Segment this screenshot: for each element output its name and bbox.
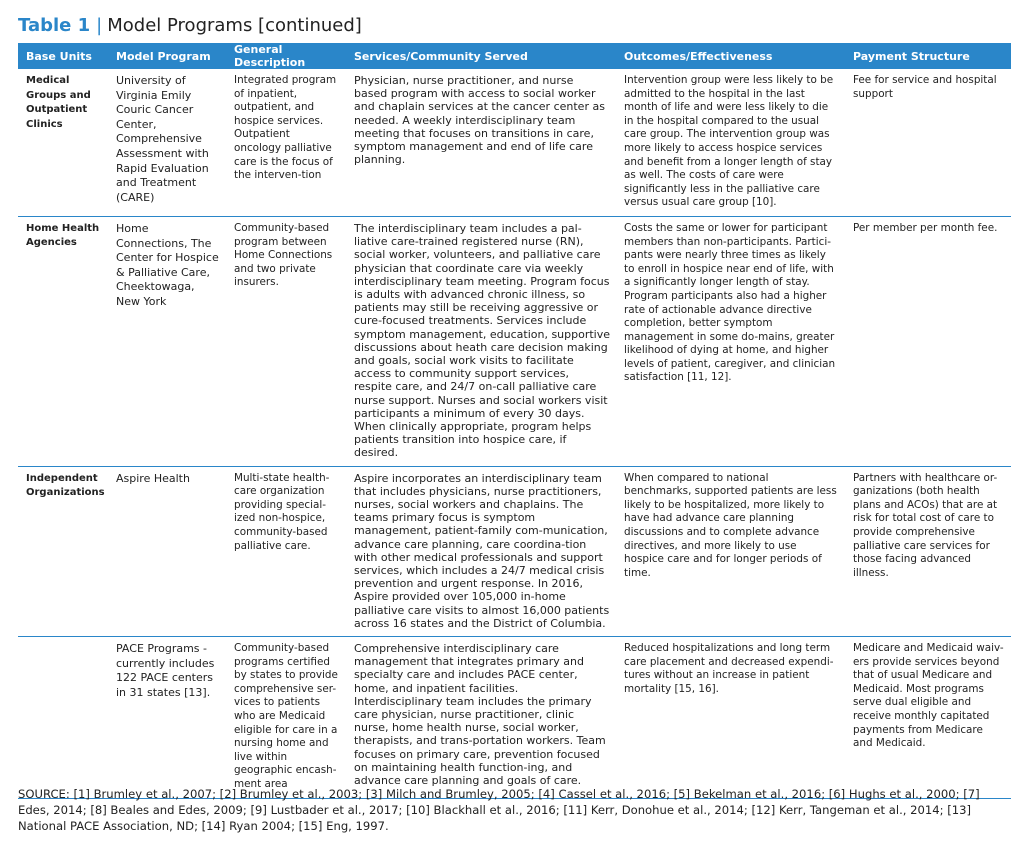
cell-base-unit	[18, 637, 108, 799]
col-header-base-units: Base Units	[18, 43, 108, 69]
cell-description: Integrated program of inpatient, outpatient, and hospice services. Outpatient oncology palliative care is the focus of the interven-tion	[226, 69, 346, 216]
cell-base-unit: Medical Groups and Outpatient Clinics	[18, 69, 108, 216]
col-header-payment: Payment Structure	[845, 43, 1011, 69]
table-number: Table 1	[18, 15, 91, 36]
title-separator: |	[96, 15, 103, 36]
source-citations: SOURCE: [1] Brumley et al., 2007; [2] Brumley et al., 2003; [3] Milch and Brumley, 2005; [4] Cassel et al., 2016; [5] Bekelman et al., 2016; [6] Hughs et al., 2000; [7] Edes, 2014; [8] Beales and Edes, 2009; [9] Lustbader et al., 2017; [10] Blackhall et al., 2016; [11] Kerr, Donohue et al., 2014; [12] Kerr, Tangeman et al., 2014; [13] National PACE Association, ND; [14] Ryan 2004; [15] Eng, 1997.	[18, 787, 980, 833]
cell-program: PACE Programs - currently includes 122 PACE centers in 31 states [13].	[108, 637, 226, 799]
cell-services: Aspire incorporates an interdisciplinary team that includes physicians, nurse practitioners, nurses, social workers and chaplains. The teams primary focus is symptom management, patient-family com-munication, advance care planning, care coordina-tion with other medical professionals and support services, which includes a 24/7 medical crisis prevention and urgent response. In 2016, Aspire provided over 105,000 in-home palliative care visits to almost 16,000 patients across 16 states and the District of Columbia.	[346, 466, 616, 636]
cell-services: The interdisciplinary team includes a pal-liative care-trained registered nurse (RN), social worker, volunteers, and palliative care physician that coordinate care via weekly interdisciplinary team meeting. Program focus is adults with advanced chronic illness, so patients may still be receiving aggressive or cure-focused treatments. Services include symptom management, education, supportive discussions about heath care decision making and goals, social work visits to facilitate access to community support services, respite care, and 24/7 on-call palliative care nurse support. Nurses and social workers visit participants a minimum of every 30 days. When clinically appropriate, program helps patients transition into hospice care, if desired.	[346, 216, 616, 466]
cell-description: Community-based programs certified by states to provide comprehensive ser-vices to patients who are Medicaid eligible for care in a nursing home and live within geographic encash-ment area	[226, 637, 346, 799]
cell-services: Comprehensive interdisciplinary care management that integrates primary and specialty care and includes PACE center, home, and inpatient facilities. Interdisciplinary team includes the primary care physician, nurse practitioner, clinic nurse, home health nurse, social worker, therapists, and trans-portation workers. Team focuses on primary care, prevention focused on maintaining health function-ing, and advance care planning and goals of care.	[346, 637, 616, 799]
cell-outcomes: When compared to national benchmarks, supported patients are less likely to be hospitalized, more likely to have had advance care planning discussions and to complete advance directives, and more likely to use hospice care and for longer periods of time.	[616, 466, 845, 636]
table-row	[18, 69, 1011, 216]
col-header-outcomes: Outcomes/Effectiveness	[616, 43, 845, 69]
model-programs-table	[18, 43, 1011, 799]
cell-description: Community-based program between Home Connections and two private insurers.	[226, 216, 346, 466]
cell-program: Aspire Health	[108, 466, 226, 636]
cell-payment: Per member per month fee.	[845, 216, 1011, 466]
cell-description: Multi-state health-care organization providing special-ized non-hospice, community-based palliative care.	[226, 466, 346, 636]
cell-base-unit: Home Health Agencies	[18, 216, 108, 466]
cell-payment: Partners with healthcare or-ganizations (both health plans and ACOs) that are at risk for total cost of care to provide comprehensive palliative care services for those facing advanced illness.	[845, 466, 1011, 636]
table-row	[18, 637, 1011, 799]
col-header-model-program: Model Program	[108, 43, 226, 69]
cell-base-unit: Independent Organizations	[18, 466, 108, 636]
col-header-services: Services/Community Served	[346, 43, 616, 69]
cell-outcomes: Reduced hospitalizations and long term care placement and decreased expendi-tures without an increase in patient mortality [15, 16].	[616, 637, 845, 799]
cell-program: Home Connections, The Center for Hospice & Palliative Care, Cheektowaga, New York	[108, 216, 226, 466]
cell-outcomes: Costs the same or lower for participant members than non-participants. Partici-pants were nearly three times as likely to enroll in hospice near end of life, with a significantly longer length of stay. Program participants also had a higher rate of actionable advance directive completion, better symptom management in some do-mains, greater likelihood of dying at home, and higher levels of patient, caregiver, and clinician satisfaction [11, 12].	[616, 216, 845, 466]
cell-outcomes: Intervention group were less likely to be admitted to the hospital in the last month of life and were less likely to die in the hospital compared to the usual care group. The intervention group was more likely to access hospice services and benefit from a longer length of stay as well. The costs of care were significantly less in the palliative care versus usual care group [10].	[616, 69, 845, 216]
cell-services: Physician, nurse practitioner, and nurse based program with access to social worker and chaplain services at the cancer center as needed. A weekly interdisciplinary team meeting that focuses on transitions in care, symptom management and end of life care planning.	[346, 69, 616, 216]
table-title-text: Model Programs [continued]	[107, 15, 362, 36]
table-row	[18, 216, 1011, 466]
cell-payment: Fee for service and hospital support	[845, 69, 1011, 216]
cell-program: University of Virginia Emily Couric Cancer Center, Comprehensive Assessment with Rapid Evaluation and Treatment (CARE)	[108, 69, 226, 216]
col-header-general-description: General Description	[226, 43, 346, 69]
table-title	[18, 14, 362, 38]
cell-payment: Medicare and Medicaid waiv-ers provide services beyond that of usual Medicare and Medicaid. Most programs serve dual eligible and receive monthly capitated payments from Medicare and Medicaid.	[845, 637, 1011, 799]
table-row	[18, 466, 1011, 636]
table-header-row	[18, 43, 1011, 69]
